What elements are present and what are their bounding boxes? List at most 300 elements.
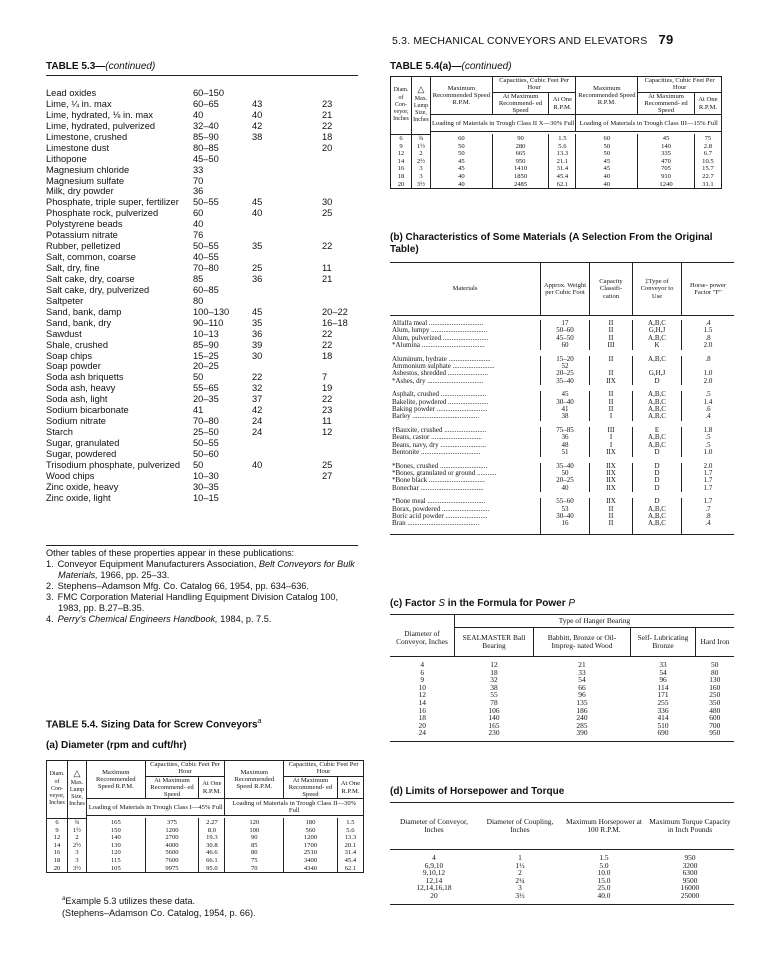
table54-cell: 9975 [145, 865, 199, 873]
limit-diameter: 12,14 [425, 875, 443, 885]
b-hdr-capacity: Capacity Classifi- cation [590, 263, 633, 316]
table53-row [46, 154, 356, 165]
table-c-rows [390, 661, 734, 741]
table53-row [46, 165, 356, 176]
table54-cell: 1850 [492, 173, 549, 181]
hdr2-diam: Diam. of Con- veyor, Inches [391, 77, 412, 135]
material-weight: 20–25 [541, 370, 590, 377]
angle-conveying: 22 [322, 328, 333, 339]
hdr2-atone-1: At One R.P.M. [549, 92, 576, 115]
material-conveyor-type: A,B,C [633, 520, 682, 527]
material-name: †Bauxite, crushed ........................ [392, 426, 487, 434]
table-d-end-cell [390, 900, 478, 904]
material-capacity: IIX [590, 378, 633, 385]
table53-title [46, 61, 155, 72]
table54-cell: 5.6 [337, 827, 363, 835]
material-name: Soap powder [46, 361, 101, 372]
table54-cell: 705 [638, 165, 695, 173]
factor-sealmaster: 230 [488, 728, 500, 738]
table53-notes [46, 545, 358, 625]
bulk-density: 90–110 [193, 317, 224, 328]
table54-cell: 1200 [284, 834, 338, 842]
note-text-italic: Belt Conveyors for Bulk Materials, [58, 559, 355, 580]
angle-conveying: 18 [322, 131, 333, 142]
table54-cell: 2½ [68, 842, 87, 850]
factor-sealmaster: 18 [490, 667, 498, 677]
table-d-rows [390, 854, 734, 904]
material-name: *Bone meal ................................. [392, 498, 486, 506]
limit-horsepower: 1.5 [599, 853, 609, 862]
material-hp-factor: .5 [682, 391, 735, 398]
angle-repose: 32 [252, 383, 263, 394]
limit-coupling: 1½ [515, 860, 525, 870]
material-weight: 30–40 [541, 399, 590, 406]
table54-cell: 1240 [638, 181, 695, 189]
factor-sealmaster: 12 [490, 660, 498, 669]
limit-torque: 3200 [682, 860, 698, 870]
material-weight: 45–50 [541, 335, 590, 342]
table54-cell: 31.1 [694, 181, 721, 189]
table54-cell: 13.3 [549, 150, 576, 158]
material-name: Beans, castor ............................. [392, 434, 482, 442]
limit-torque: 25000 [680, 890, 700, 900]
factor-self-lub: 510 [657, 720, 669, 730]
limit-row [390, 892, 734, 900]
material-name: Bentonite .................................. [392, 449, 481, 457]
bulk-density: 25–50 [193, 427, 219, 438]
material-name: *Alumina .................................... [392, 342, 485, 350]
factor-diameter: 4 [420, 660, 425, 669]
c-hdr-hard: Hard Iron [696, 628, 735, 657]
hdr-atmax-1: At Maximum Recommend- ed Speed [145, 776, 199, 799]
table54-cell: 45 [576, 158, 638, 166]
factor-diameter: 18 [418, 713, 426, 723]
material-conveyor-type: A,B,C [633, 413, 682, 420]
table54-row [391, 150, 722, 158]
table54-cell: 45 [576, 165, 638, 173]
hdr-maxspeed-1: Maximum Recommended Speed R.P.M. [87, 761, 146, 799]
material-name: Asbestos, shredded ....................... [392, 370, 489, 378]
angle-conveying: 22 [322, 120, 333, 131]
table54-cell: 6 [47, 818, 68, 826]
material-row [390, 485, 734, 492]
table53-title-text: TABLE 5.3— [46, 61, 106, 72]
table54-cell: 9 [47, 827, 68, 835]
factor-self-lub: 414 [657, 713, 669, 723]
note-item [46, 559, 358, 581]
factor-hard-iron: 950 [709, 728, 721, 738]
table54-cell: 19.3 [199, 834, 225, 842]
material-capacity: IIX [590, 463, 633, 470]
hdr-lump-text: Max. Lump Size, Inches [69, 779, 85, 808]
material-name: Barley ...................................... [392, 413, 479, 421]
table54cont-title [390, 61, 512, 72]
hdr2-atmax-1: At Maximum Recommend- ed Speed [492, 92, 549, 115]
table54-cell: 375 [145, 818, 199, 826]
table53-row [46, 121, 356, 132]
limit-coupling: 2 [518, 868, 522, 878]
table54-cell: 18 [391, 173, 412, 181]
b-hdr-materials: Materials [390, 263, 541, 316]
table54-cell: 20 [391, 181, 412, 189]
bulk-density: 40 [193, 109, 204, 120]
material-hp-factor: 1.0 [682, 370, 735, 377]
material-capacity: I [590, 413, 633, 420]
material-name: Soap chips [46, 350, 92, 361]
table54a-rows [47, 818, 364, 872]
table54-cell: 16 [47, 849, 68, 857]
material-name: *Bone black ................................ [392, 477, 485, 485]
hdr2-lump-text: Max. Lump Size, Inches [413, 95, 429, 124]
note-item [46, 581, 358, 592]
table54-cell: 8.0 [199, 827, 225, 835]
material-hp-factor: 1.0 [682, 449, 735, 456]
material-conveyor-type: D [633, 378, 682, 385]
table53-row [46, 427, 356, 438]
material-hp-factor: .5 [682, 434, 735, 441]
angle-repose: 36 [252, 273, 263, 284]
material-hp-factor: .4 [682, 413, 735, 420]
table53-row [46, 252, 356, 263]
table53-row [46, 88, 356, 99]
material-capacity: II [590, 327, 633, 334]
material-weight: 52 [541, 363, 590, 370]
factor-self-lub: 336 [657, 705, 669, 715]
table53-row [46, 383, 356, 394]
table53-row [46, 394, 356, 405]
table54-title-text: TABLE 5.4. Sizing Data for Screw Conveyors [46, 719, 258, 731]
bulk-density: 50 [193, 372, 204, 383]
factor-self-lub: 33 [659, 660, 667, 669]
table54-cell: 90 [225, 834, 284, 842]
material-name: Sand, bank, damp [46, 306, 122, 317]
table-c-title-s: S [438, 598, 446, 609]
notes-list [46, 559, 358, 625]
table53-row [46, 241, 356, 252]
material-weight: 75–85 [541, 427, 590, 434]
bulk-density: 70–80 [193, 416, 219, 427]
material-capacity: IIX [590, 477, 633, 484]
table54-cell: 140 [638, 143, 695, 151]
table54-cell: 45.4 [549, 173, 576, 181]
material-name: *Ashes, dry ................................ [392, 377, 484, 385]
factor-sealmaster: 78 [490, 697, 498, 707]
table54-cell: 75 [694, 134, 721, 142]
table-d-table [390, 803, 734, 904]
table54-row [47, 834, 364, 842]
table-c-title-pre: (c) Factor [390, 598, 439, 609]
material-hp-factor: .4 [682, 520, 735, 527]
table53-row [46, 460, 356, 471]
factor-sealmaster: 165 [488, 720, 500, 730]
limit-coupling: 3 [518, 883, 522, 893]
b-hdr-type: ‡Type of Conveyor to Use [633, 263, 682, 316]
table53-row [46, 493, 356, 504]
table-c-end [390, 737, 734, 741]
limit-horsepower: 25.0 [597, 883, 611, 893]
factor-row [390, 691, 734, 699]
limit-diameter: 9,10,12 [422, 868, 446, 878]
table54-cell: ¾ [412, 134, 431, 142]
table54-cell: 50 [431, 150, 493, 158]
factor-hard-iron: 600 [709, 713, 721, 723]
angle-repose: 40 [252, 109, 263, 120]
material-name: Starch [46, 427, 73, 438]
material-name: Salt cake, dry, coarse [46, 273, 135, 284]
table53-row [46, 361, 356, 372]
table53-row [46, 208, 356, 219]
hdr2-atmax-2: At Maximum Recommend- ed Speed [638, 92, 695, 115]
material-name: Milk, dry powder [46, 186, 114, 197]
angle-conveying: 11 [322, 416, 332, 427]
table54-row [391, 173, 722, 181]
table53-row [46, 219, 356, 230]
bulk-density: 60–85 [193, 284, 219, 295]
material-conveyor-type: A,B,C [633, 406, 682, 413]
table54-cell: 140 [87, 834, 146, 842]
c-hdr-self: Self- Lubricating Bronze [631, 628, 696, 657]
bulk-density: 50–55 [193, 438, 219, 448]
factor-self-lub: 690 [657, 728, 669, 738]
factor-row [390, 676, 734, 684]
table54-cell: 950 [492, 158, 549, 166]
factor-sealmaster: 32 [490, 675, 498, 685]
material-name: Salt, common, coarse [46, 252, 136, 263]
limit-diameter: 20 [430, 890, 438, 900]
table53-row [46, 482, 356, 493]
running-head-text: 5.3. MECHANICAL CONVEYORS AND ELEVATORS [392, 35, 648, 47]
table54-cell: 3 [68, 849, 87, 857]
factor-hard-iron: 350 [709, 697, 721, 707]
table54-cell: 45 [431, 158, 493, 166]
table53-row [46, 438, 356, 449]
c-hdr-type: Type of Hanger Bearing [455, 615, 735, 628]
material-conveyor-type: G,H,J [633, 370, 682, 377]
material-conveyor-type: D [633, 470, 682, 477]
table54-cell: 560 [284, 827, 338, 835]
factor-diameter: 6 [420, 667, 425, 677]
table54-cell: 3400 [284, 857, 338, 865]
table-b-end-cell [390, 528, 541, 534]
table54-row [391, 181, 722, 189]
material-weight: 40 [541, 485, 590, 492]
factor-row [390, 707, 734, 715]
table54-cell: 115 [87, 857, 146, 865]
limit-horsepower: 10.0 [597, 868, 611, 878]
material-name: *Bones, granulated or ground ........... [392, 469, 497, 477]
angle-conveying: 20–22 [322, 306, 348, 317]
table-c-title-p: P [568, 598, 576, 609]
limit-horsepower: 40.0 [597, 890, 611, 900]
hdr-atone-2: At One R.P.M. [337, 776, 363, 799]
material-capacity: III [590, 427, 633, 434]
table54-cell: 6.7 [694, 150, 721, 158]
material-conveyor-type: D [633, 463, 682, 470]
table54-cell: 180 [284, 818, 338, 826]
table54-row [47, 842, 364, 850]
material-row [390, 520, 734, 527]
factor-diameter: 10 [418, 682, 426, 692]
table53-row [46, 329, 356, 340]
bulk-density: 20–25 [193, 361, 219, 372]
material-weight: 50 [541, 470, 590, 477]
angle-repose: 35 [252, 241, 263, 252]
table54a-subtitle: (a) Diameter (rpm and cuft/hr) [46, 740, 187, 751]
material-weight: 38 [541, 413, 590, 420]
note-number: 2. [46, 581, 54, 591]
material-row [390, 413, 734, 420]
material-capacity: II [590, 370, 633, 377]
angle-repose: 24 [252, 416, 263, 427]
factor-sealmaster: 55 [490, 690, 498, 700]
material-capacity: IIX [590, 498, 633, 505]
material-capacity: III [590, 342, 633, 349]
table54-cell: 4340 [284, 865, 338, 873]
angle-repose: 42 [252, 120, 263, 131]
table54-cell: 335 [638, 150, 695, 158]
bulk-density: 40–55 [193, 252, 219, 263]
table54-cell: 130 [87, 842, 146, 850]
limit-coupling: 2¼ [515, 875, 525, 885]
bulk-density: 20–35 [193, 394, 219, 405]
table54-cell: 66.1 [199, 857, 225, 865]
bulk-density: 32–40 [193, 120, 219, 131]
table54-cell: 80 [225, 849, 284, 857]
table54-cell: 1410 [492, 165, 549, 173]
factor-self-lub: 255 [657, 697, 669, 707]
factor-hard-iron: 130 [709, 675, 721, 685]
factor-diameter: 20 [418, 720, 426, 730]
factor-row [390, 684, 734, 692]
factor-diameter: 12 [418, 690, 426, 700]
material-name: Alum, lumpy ................................ [392, 327, 488, 335]
b-hdr-hp: Horse- power Factor "F" [682, 263, 735, 316]
note-text-italic: Perry's Chemical Engineers Handbook, [57, 614, 218, 624]
hdr2-loading-4: Loading of Materials in Trough Class III—15% Full [576, 115, 722, 132]
table53-row [46, 143, 356, 154]
table54-cell: 2510 [284, 849, 338, 857]
bulk-density: 15–25 [193, 350, 219, 361]
factor-hard-iron: 250 [709, 690, 721, 700]
note-item [46, 592, 358, 614]
material-name: Boric acid powder ........................ [392, 512, 488, 520]
material-name: Lead oxides [46, 88, 97, 98]
material-weight: 35–40 [541, 378, 590, 385]
material-hp-factor: 1.7 [682, 470, 735, 477]
table54-cell: 6 [391, 134, 412, 142]
angle-conveying: 22 [322, 339, 333, 350]
table54-row [47, 827, 364, 835]
table54-cell: 15.7 [694, 165, 721, 173]
angle-conveying: 25 [322, 459, 333, 470]
note-item [46, 614, 358, 625]
factor-babbitt: 240 [576, 713, 588, 723]
material-conveyor-type: K [633, 342, 682, 349]
material-name: Trisodium phosphate, pulverized [46, 459, 181, 470]
material-weight: 20–25 [541, 477, 590, 484]
factor-self-lub: 96 [659, 675, 667, 685]
material-hp-factor: 1.7 [682, 477, 735, 484]
hdr-cap-1: Capacities, Cubic Feet Per Hour [145, 761, 225, 777]
factor-babbitt: 186 [576, 705, 588, 715]
table54-row [47, 865, 364, 873]
table54-title [46, 718, 261, 730]
table54-cell: 50 [576, 150, 638, 158]
factor-babbitt: 33 [578, 667, 586, 677]
table54-cell: 100 [225, 827, 284, 835]
angle-conveying: 18 [322, 350, 333, 361]
table-c-title-mid: in the Formula for Power [445, 598, 569, 609]
material-name: Lime, ¼ in. max [46, 98, 112, 109]
angle-repose: 36 [252, 328, 263, 339]
table54-cell: 85 [225, 842, 284, 850]
table54-cell: 46.6 [199, 849, 225, 857]
material-name: Sugar, powdered [46, 448, 117, 459]
table54-cell: 12 [391, 150, 412, 158]
table54-cell: 40 [576, 181, 638, 189]
angle-conveying: 16–18 [322, 317, 348, 328]
material-capacity: II [590, 520, 633, 527]
table54-cell: 60 [431, 134, 493, 142]
material-capacity: IIX [590, 470, 633, 477]
table54-cell: 60 [576, 134, 638, 142]
table-d [390, 802, 734, 905]
table54-cell: 16 [391, 165, 412, 173]
table54-cell: 45 [431, 165, 493, 173]
factor-sealmaster: 140 [488, 713, 500, 723]
factor-self-lub: 54 [659, 667, 667, 677]
table53-row [46, 186, 356, 197]
factor-sealmaster: 106 [488, 705, 500, 715]
bulk-density: 60–150 [193, 88, 225, 98]
table53-rule [46, 75, 358, 76]
material-name: Bakelite, powdered ....................... [392, 398, 489, 406]
bulk-density: 85–90 [193, 131, 219, 142]
table54-cell: 20.1 [337, 842, 363, 850]
factor-babbitt: 96 [578, 690, 586, 700]
bulk-density: 41 [193, 405, 204, 416]
bulk-density: 40 [193, 219, 204, 230]
table53-row [46, 318, 356, 329]
table54-cell: 5.6 [549, 143, 576, 151]
footnote-mark: a [62, 896, 66, 902]
angle-conveying: 22 [322, 241, 333, 252]
table54cont-title-text: TABLE 5.4(a)— [390, 61, 462, 72]
bulk-density: 76 [193, 230, 204, 241]
material-name: Soda ash, light [46, 394, 108, 405]
bulk-density: 60 [193, 208, 204, 219]
table54-cell: 470 [638, 158, 695, 166]
factor-hard-iron: 80 [711, 667, 719, 677]
table54-cell: 3½ [412, 181, 431, 189]
table54-cell: 2.27 [199, 818, 225, 826]
table53-row [46, 405, 356, 416]
bulk-density: 85–90 [193, 339, 219, 350]
table54-cell: 3 [412, 165, 431, 173]
material-capacity: II [590, 513, 633, 520]
table54cont-rows [391, 134, 722, 188]
table54-cell: 13.3 [337, 834, 363, 842]
material-hp-factor: 2.0 [682, 378, 735, 385]
material-weight: 53 [541, 506, 590, 513]
table54-cell: 1200 [145, 827, 199, 835]
table54-cell: 9 [391, 143, 412, 151]
angle-repose: 43 [252, 98, 263, 109]
material-name: Zinc oxide, light [46, 492, 111, 503]
table53-row [46, 230, 356, 241]
material-name: Potassium nitrate [46, 230, 118, 241]
limit-diameter: 4 [432, 853, 436, 862]
